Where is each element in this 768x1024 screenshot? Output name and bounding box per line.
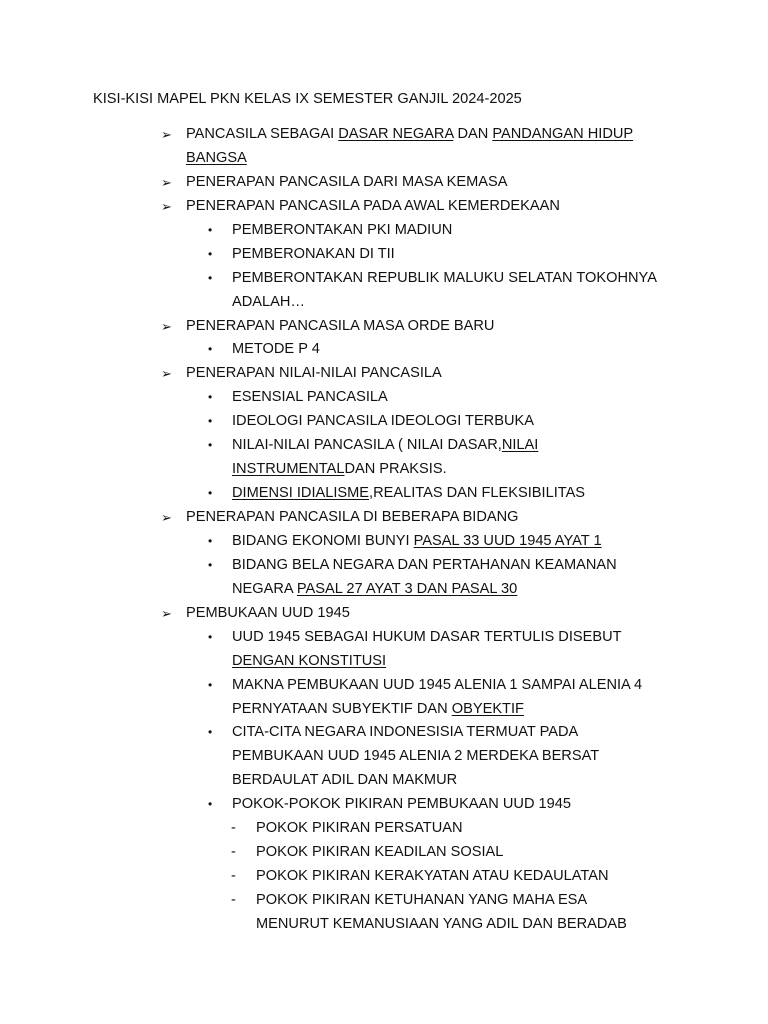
list-item-text — [232, 434, 538, 458]
text-run: NEGARA — [232, 580, 297, 597]
list-item-level-1 — [0, 123, 768, 147]
underlined-text: DIMENSI IDIALISME — [232, 485, 370, 502]
dot-bullet-icon: • — [208, 629, 213, 644]
text-run: DAN — [453, 126, 493, 142]
list-item-text — [232, 243, 395, 267]
dot-bullet-icon: • — [208, 486, 213, 501]
underlined-text: PASAL 27 AYAT 3 DAN PASAL 30 — [296, 580, 518, 597]
underlined-text: DENGAN KONSTITUSI — [232, 652, 387, 669]
list-item-continuation — [0, 147, 768, 171]
arrow-bullet-icon: ➢ — [161, 605, 172, 621]
text-run: PANCASILA SEBAGAI — [186, 126, 339, 142]
list-item-text — [232, 650, 386, 674]
dash-bullet-icon: - — [231, 820, 236, 837]
list-item-text — [232, 793, 571, 817]
list-item-level-1 — [0, 195, 768, 219]
list-item-continuation — [0, 769, 768, 793]
list-item-level-3 — [0, 841, 768, 865]
arrow-bullet-icon: ➢ — [161, 127, 172, 142]
text-run: PENERAPAN PANCASILA DARI MASA KEMASA — [186, 173, 508, 190]
dot-bullet-icon: • — [208, 533, 213, 548]
underlined-text: DASAR NEGARA — [338, 126, 454, 142]
dot-bullet-icon: • — [208, 222, 213, 237]
text-run: BERDAULAT ADIL DAN MAKMUR — [232, 772, 458, 789]
list-item-text — [256, 817, 463, 841]
list-item-level-2 — [0, 386, 768, 410]
list-item-text — [232, 626, 622, 650]
list-item-text — [232, 674, 642, 698]
list-item-level-2 — [0, 530, 768, 554]
list-item-level-1 — [0, 171, 768, 195]
list-item-continuation — [0, 578, 768, 602]
list-item-level-2 — [0, 482, 768, 506]
list-item-level-1 — [0, 315, 768, 339]
dash-bullet-icon: - — [231, 844, 236, 861]
text-run: ESENSIAL PANCASILA — [232, 389, 388, 406]
text-run: POKOK PIKIRAN PERSATUAN — [256, 820, 463, 837]
list-item-text — [186, 506, 519, 530]
text-run: ADALAH… — [232, 293, 305, 310]
list-item-continuation — [0, 458, 768, 482]
dot-bullet-icon: • — [208, 414, 213, 429]
text-run: POKOK-POKOK PIKIRAN PEMBUKAAN UUD 1945 — [232, 796, 571, 813]
list-item-text — [232, 554, 617, 578]
list-item-text — [186, 362, 442, 386]
list-item-level-2 — [0, 243, 768, 267]
dot-bullet-icon: • — [208, 725, 213, 740]
list-item-text — [232, 530, 602, 554]
list-item-text — [232, 482, 585, 506]
underlined-text: PANDANGAN HIDUP — [492, 126, 634, 142]
dash-bullet-icon: - — [231, 892, 236, 908]
list-item-text — [186, 195, 560, 219]
list-item-level-1 — [0, 362, 768, 386]
list-item-level-2 — [0, 554, 768, 578]
text-run: PENERAPAN PANCASILA PADA AWAL KEMERDEKAAN — [186, 197, 560, 214]
list-item-level-2 — [0, 721, 768, 745]
list-item-level-3 — [0, 817, 768, 841]
list-item-text — [232, 698, 524, 722]
list-item-text — [232, 410, 534, 434]
list-item-text — [232, 745, 599, 769]
list-item-text — [256, 889, 587, 913]
text-run: MENURUT KEMANUSIAAN YANG ADIL DAN BERADAB — [256, 915, 627, 932]
dot-bullet-icon: • — [208, 557, 213, 572]
dot-bullet-icon: • — [208, 270, 213, 285]
text-run: PENERAPAN NILAI-NILAI PANCASILA — [186, 365, 442, 382]
text-run: PENERAPAN PANCASILA DI BEBERAPA BIDANG — [186, 509, 519, 525]
text-run: POKOK PIKIRAN KETUHANAN YANG MAHA ESA — [256, 892, 588, 908]
dot-bullet-icon: • — [208, 797, 213, 812]
list-item-text — [256, 913, 627, 937]
text-run: BIDANG EKONOMI BUNYI — [232, 532, 414, 549]
text-run: NILAI-NILAI PANCASILA ( NILAI DASAR, — [232, 437, 502, 454]
arrow-bullet-icon: ➢ — [161, 318, 172, 334]
text-run: DAN PRAKSIS. — [344, 461, 447, 478]
list-item-text — [186, 147, 247, 171]
underlined-text: PASAL 33 UUD 1945 AYAT 1 — [413, 532, 602, 549]
list-item-level-3 — [0, 889, 768, 913]
text-run: PEMBERONTAKAN PKI MADIUN — [232, 221, 453, 238]
dash-bullet-icon: - — [231, 868, 236, 885]
list-item-text — [186, 315, 494, 339]
dot-bullet-icon: • — [208, 677, 213, 692]
underlined-text: INSTRUMENTAL — [232, 461, 345, 478]
text-run: PERNYATAAN SUBYEKTIF DAN — [232, 700, 452, 717]
list-item-text — [256, 865, 609, 889]
text-run: MAKNA PEMBUKAAN UUD 1945 ALENIA 1 SAMPAI ALENIA 4 — [232, 676, 643, 693]
list-item-continuation — [0, 291, 768, 315]
list-item-continuation — [0, 745, 768, 769]
list-item-text — [232, 386, 388, 410]
list-item-text — [232, 219, 452, 243]
dot-bullet-icon: • — [208, 438, 213, 453]
list-item-continuation — [0, 913, 768, 937]
arrow-bullet-icon: ➢ — [161, 198, 172, 214]
list-item-level-2 — [0, 434, 768, 458]
arrow-bullet-icon: ➢ — [161, 510, 172, 525]
list-item-text — [256, 841, 503, 865]
list-item-level-1 — [0, 506, 768, 530]
list-item-continuation — [0, 650, 768, 674]
list-item-continuation — [0, 698, 768, 722]
dot-bullet-icon: • — [208, 342, 213, 357]
text-run: PEMBUKAAN UUD 1945 — [186, 604, 350, 621]
list-item-text — [232, 338, 320, 362]
text-run: POKOK PIKIRAN KERAKYATAN ATAU KEDAULATAN — [256, 868, 609, 885]
list-item-level-2 — [0, 267, 768, 291]
underlined-text: NILAI — [501, 437, 539, 454]
arrow-bullet-icon: ➢ — [161, 174, 172, 190]
arrow-bullet-icon: ➢ — [161, 366, 172, 382]
list-item-text — [232, 267, 657, 291]
document-title: KISI-KISI MAPEL PKN KELAS IX SEMESTER GANJIL 2024-2025 — [93, 91, 522, 107]
list-item-level-2 — [0, 626, 768, 650]
list-item-level-2 — [0, 338, 768, 362]
text-run: POKOK PIKIRAN KEADILAN SOSIAL — [256, 844, 504, 861]
list-item-level-2 — [0, 219, 768, 243]
list-item-level-1 — [0, 602, 768, 626]
list-item-text — [232, 458, 447, 482]
outline-list — [0, 123, 768, 937]
list-item-level-2 — [0, 793, 768, 817]
text-run: UUD 1945 SEBAGAI HUKUM DASAR TERTULIS DISEBUT — [232, 628, 622, 645]
dot-bullet-icon: • — [208, 246, 213, 261]
text-run: IDEOLOGI PANCASILA IDEOLOGI TERBUKA — [232, 413, 534, 430]
text-run: BIDANG BELA NEGARA DAN PERTAHANAN KEAMANAN — [232, 556, 617, 573]
text-run: CITA-CITA NEGARA INDONESISIA TERMUAT PADA — [232, 724, 579, 741]
text-run: PEMBUKAAN UUD 1945 ALENIA 2 MERDEKA BERSAT — [232, 748, 600, 765]
dot-bullet-icon: • — [208, 390, 213, 405]
text-run: PEMBERONAKAN DI TII — [232, 245, 395, 262]
list-item-text — [186, 123, 633, 147]
list-item-text — [186, 171, 507, 195]
text-run: PEMBERONTAKAN REPUBLIK MALUKU SELATAN TOKOHNYA — [232, 269, 657, 286]
text-run: ,REALITAS DAN FLEKSIBILITAS — [369, 485, 586, 502]
underlined-text: BANGSA — [186, 149, 247, 166]
underlined-text: OBYEKTIF — [451, 700, 524, 717]
list-item-text — [232, 721, 578, 745]
text-run: PENERAPAN PANCASILA MASA ORDE BARU — [186, 317, 495, 334]
list-item-level-2 — [0, 410, 768, 434]
list-item-text — [186, 602, 350, 626]
list-item-level-3 — [0, 865, 768, 889]
list-item-level-2 — [0, 674, 768, 698]
text-run: METODE P 4 — [232, 341, 320, 358]
list-item-text — [232, 291, 305, 315]
list-item-text — [232, 578, 517, 602]
list-item-text — [232, 769, 457, 793]
